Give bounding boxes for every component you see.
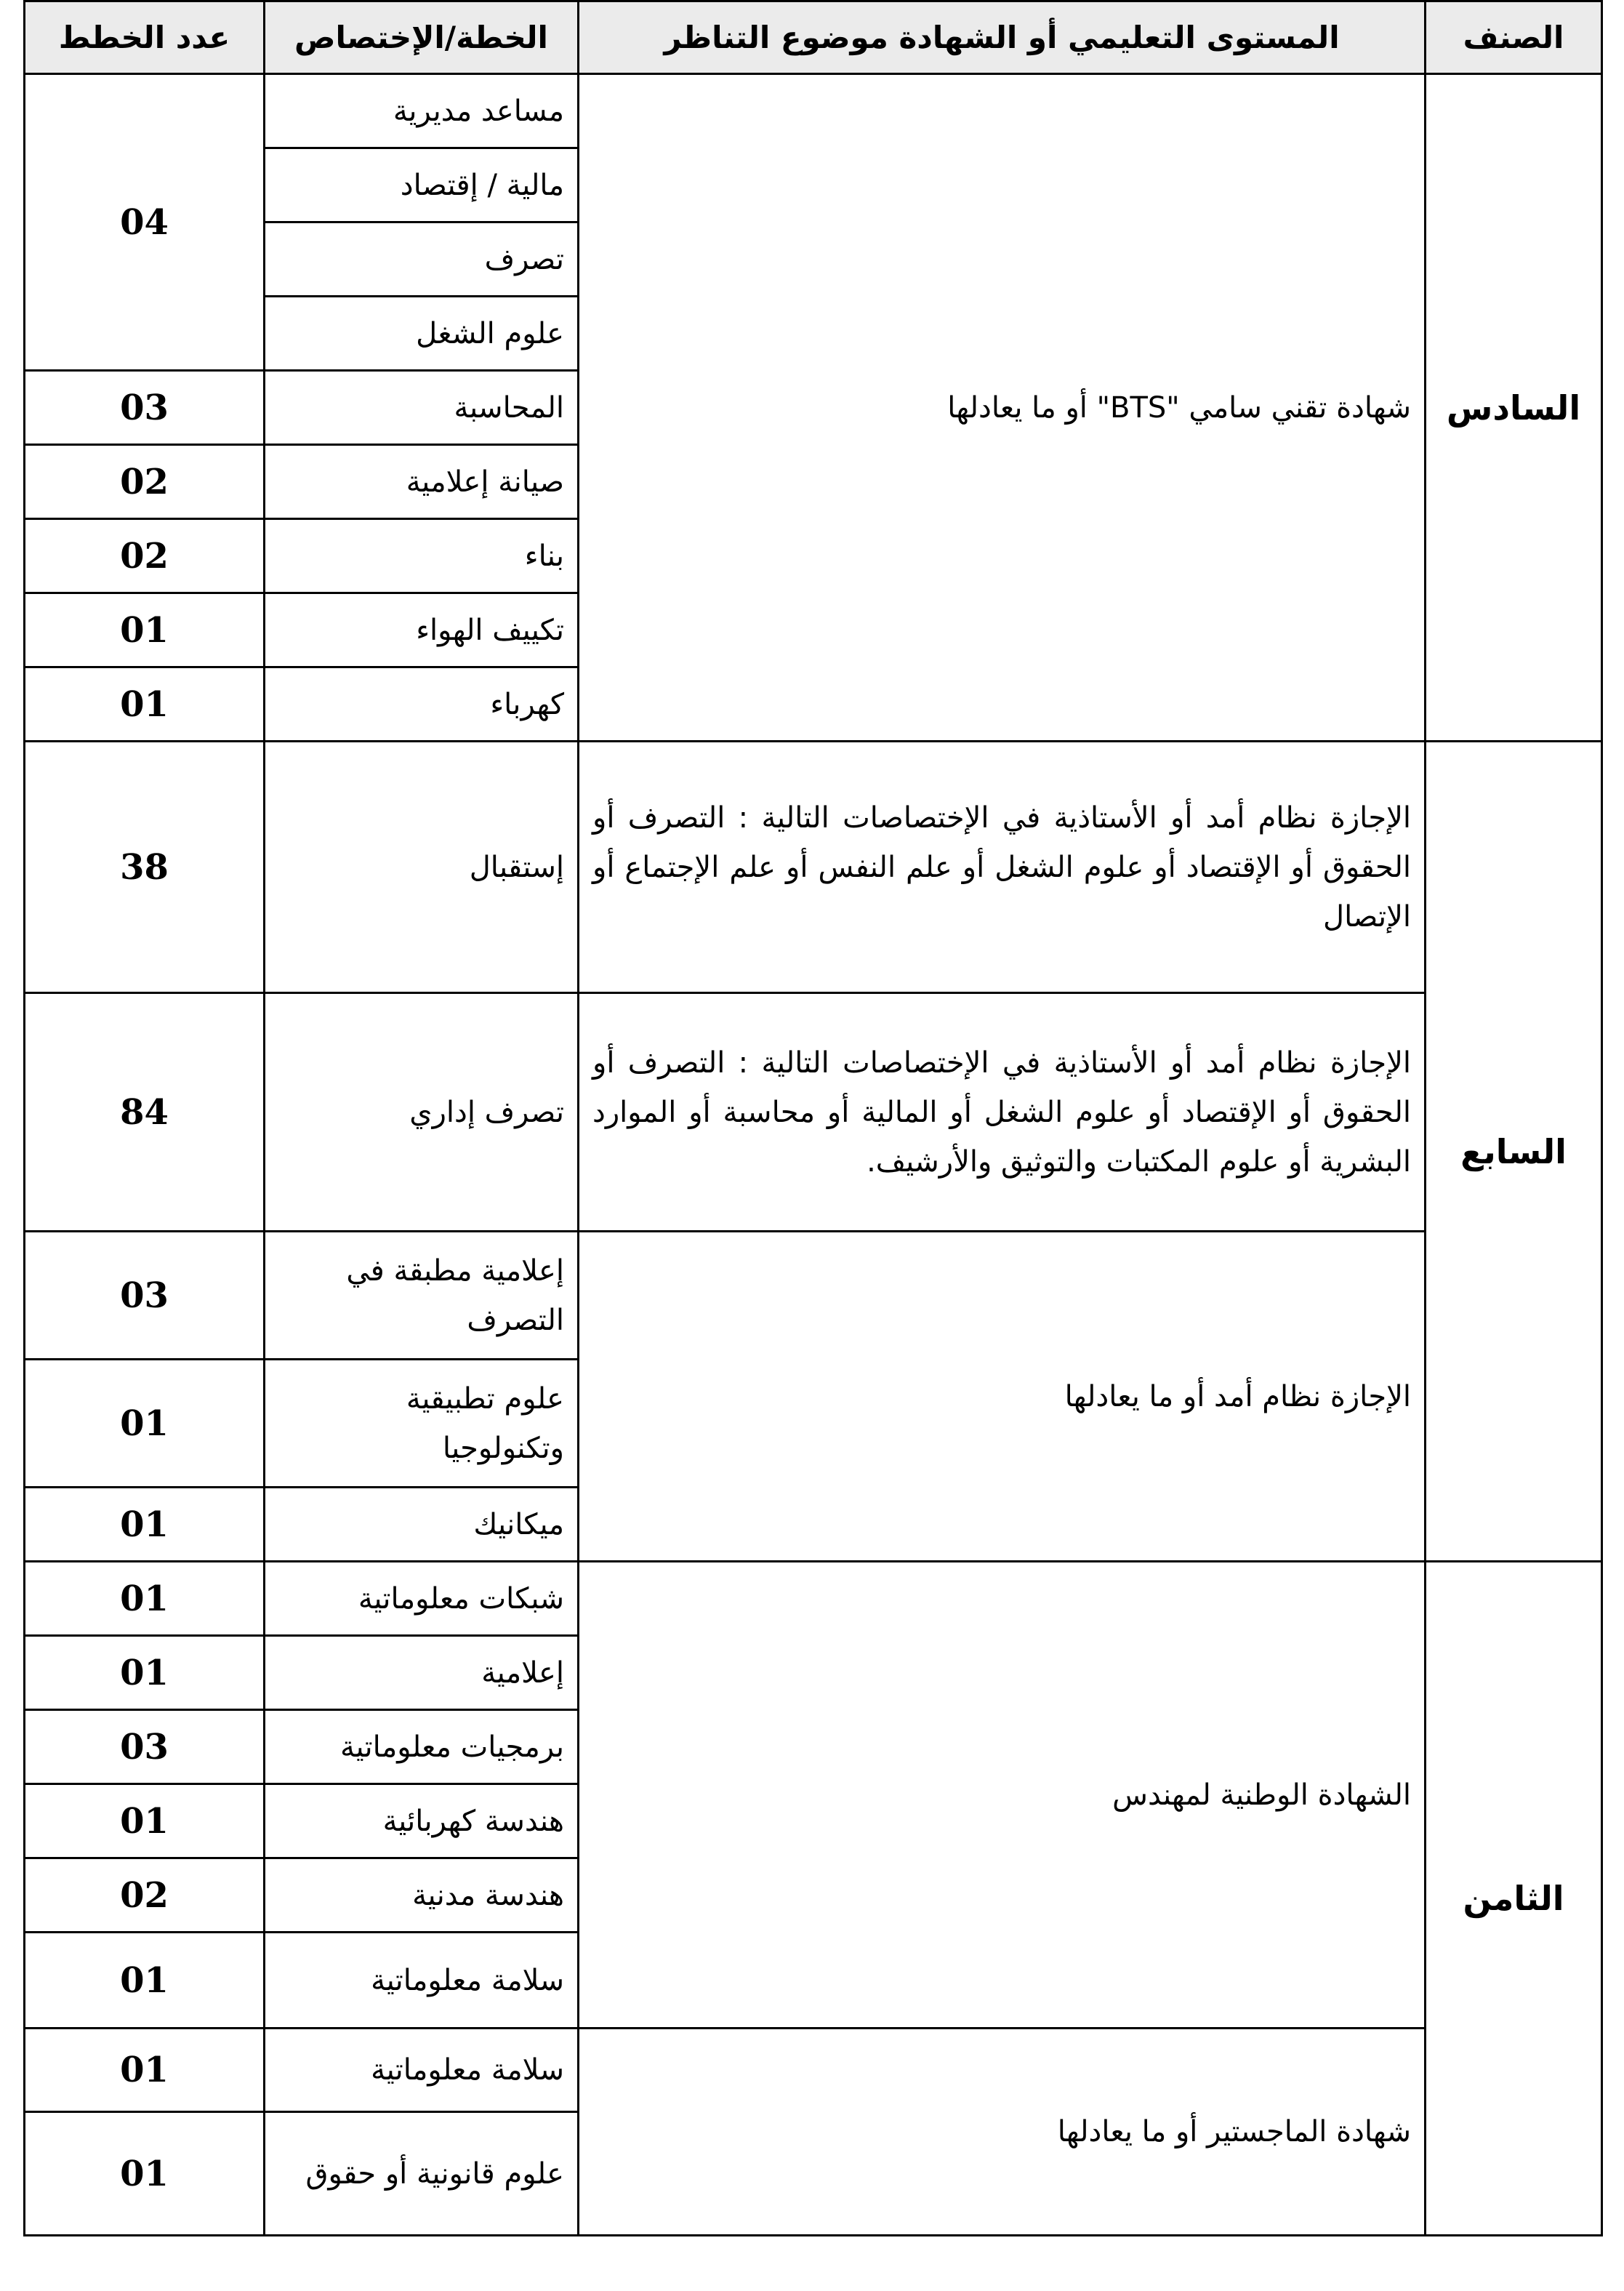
level-engineer: الشهادة الوطنية لمهندس bbox=[579, 1562, 1426, 2029]
table-row bbox=[25, 1232, 1602, 1360]
header-grade: الصنف bbox=[1426, 1, 1602, 74]
table-row bbox=[25, 74, 1602, 148]
count-cell: 02 bbox=[25, 1858, 265, 1933]
specialty-cell: المحاسبة bbox=[265, 371, 579, 445]
specialty-cell: بناء bbox=[265, 519, 579, 593]
count-cell: 03 bbox=[25, 371, 265, 445]
table-row bbox=[25, 993, 1602, 1232]
level-master: شهادة الماجستير أو ما يعادلها bbox=[579, 2029, 1426, 2236]
specialty-cell: سلامة معلوماتية bbox=[265, 1933, 579, 2029]
count-cell: 38 bbox=[25, 742, 265, 993]
specialty-cell: سلامة معلوماتية bbox=[265, 2029, 579, 2112]
level-licence-admin: الإجازة نظام أمد أو الأستاذية في الإختصاصات التالية : التصرف أو الحقوق أو الإقتصاد أو علوم الشغل أو المالية أو محاسبة أو الموارد البشرية أو علوم المكتبات والتوثيق والأرشيف. bbox=[579, 993, 1426, 1232]
table-row bbox=[25, 742, 1602, 993]
count-cell: 01 bbox=[25, 1636, 265, 1710]
grade-eighth: الثامن bbox=[1426, 1562, 1602, 2236]
specialty-cell: إعلامية bbox=[265, 1636, 579, 1710]
count-cell: 01 bbox=[25, 667, 265, 742]
count-cell: 01 bbox=[25, 1933, 265, 2029]
count-cell: 04 bbox=[25, 74, 265, 371]
header-level: المستوى التعليمي أو الشهادة موضوع التناظر bbox=[579, 1, 1426, 74]
grade-seventh: السابع bbox=[1426, 742, 1602, 1562]
count-cell: 84 bbox=[25, 993, 265, 1232]
specialty-cell: كهرباء bbox=[265, 667, 579, 742]
count-cell: 01 bbox=[25, 1360, 265, 1488]
specialty-cell: تصرف bbox=[265, 222, 579, 297]
count-cell: 01 bbox=[25, 2112, 265, 2236]
specialty-cell: شبكات معلوماتية bbox=[265, 1562, 579, 1636]
specialty-cell: إعلامية مطبقة في التصرف bbox=[265, 1232, 579, 1360]
table-row bbox=[25, 1562, 1602, 1636]
count-cell: 02 bbox=[25, 519, 265, 593]
count-cell: 01 bbox=[25, 1562, 265, 1636]
count-cell: 03 bbox=[25, 1710, 265, 1784]
specialty-cell: ميكانيك bbox=[265, 1488, 579, 1562]
specialty-cell: علوم تطبيقية وتكنولوجيا bbox=[265, 1360, 579, 1488]
level-licence-reception: الإجازة نظام أمد أو الأستاذية في الإختصاصات التالية : التصرف أو الحقوق أو الإقتصاد أو علوم الشغل أو علم النفس أو علم الإجتماع أو الإتصال bbox=[579, 742, 1426, 993]
count-cell: 03 bbox=[25, 1232, 265, 1360]
document-page bbox=[23, 0, 1601, 2236]
specialty-cell: مساعد مديرية bbox=[265, 74, 579, 148]
level-licence-equiv: الإجازة نظام أمد أو ما يعادلها bbox=[579, 1232, 1426, 1562]
specialty-cell: هندسة مدنية bbox=[265, 1858, 579, 1933]
count-cell: 01 bbox=[25, 1488, 265, 1562]
specialty-cell: صيانة إعلامية bbox=[265, 445, 579, 519]
specialty-cell: تصرف إداري bbox=[265, 993, 579, 1232]
specialty-cell: مالية / إقتصاد bbox=[265, 148, 579, 222]
table-header-row bbox=[25, 1, 1602, 74]
specialty-cell: علوم قانونية أو حقوق bbox=[265, 2112, 579, 2236]
specialty-cell: هندسة كهربائية bbox=[265, 1784, 579, 1858]
specialty-cell: إستقبال bbox=[265, 742, 579, 993]
header-specialty: الخطة/الإختصاص bbox=[265, 1, 579, 74]
table-row bbox=[25, 2029, 1602, 2112]
level-bts: شهادة تقني سامي "BTS" أو ما يعادلها bbox=[579, 74, 1426, 742]
competition-plans-table bbox=[23, 0, 1603, 2236]
specialty-cell: برمجيات معلوماتية bbox=[265, 1710, 579, 1784]
count-cell: 01 bbox=[25, 593, 265, 667]
specialty-cell: علوم الشغل bbox=[265, 297, 579, 371]
count-cell: 02 bbox=[25, 445, 265, 519]
count-cell: 01 bbox=[25, 1784, 265, 1858]
count-cell: 01 bbox=[25, 2029, 265, 2112]
header-count: عدد الخطط bbox=[25, 1, 265, 74]
specialty-cell: تكييف الهواء bbox=[265, 593, 579, 667]
grade-sixth: السادس bbox=[1426, 74, 1602, 742]
